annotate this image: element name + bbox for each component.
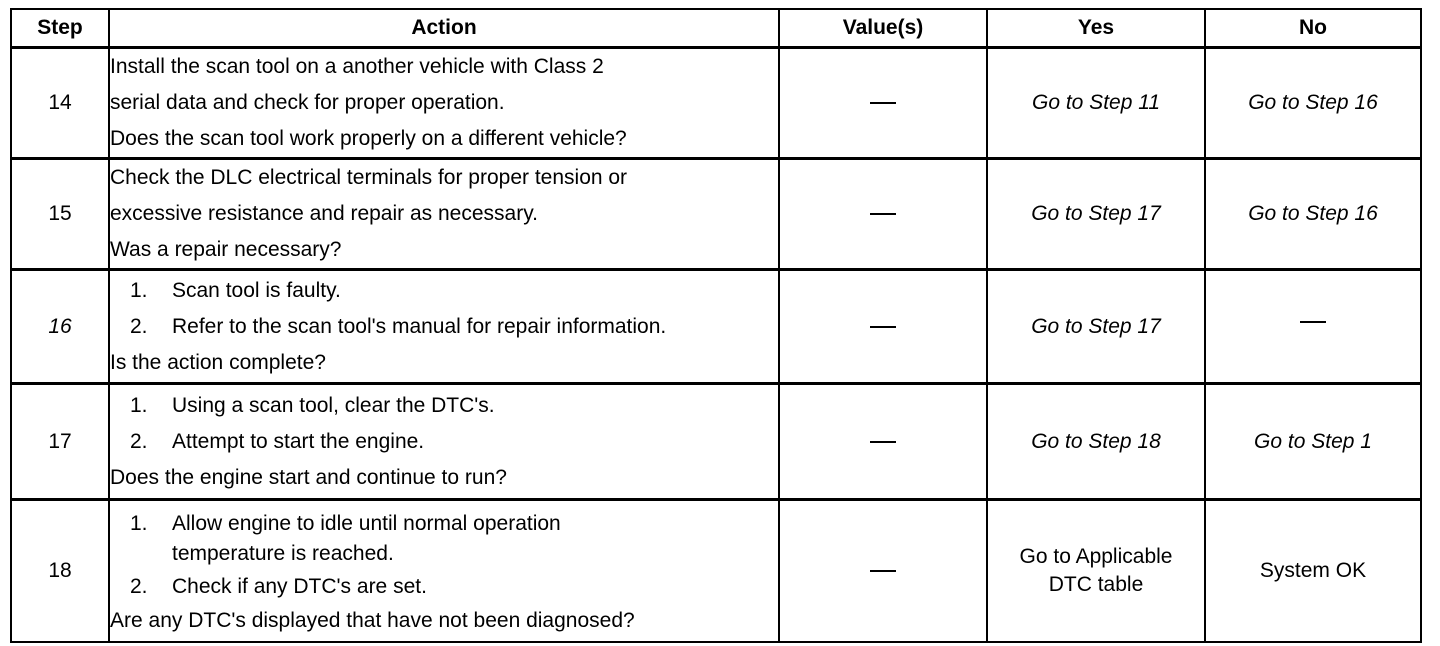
dash-mark — [870, 570, 896, 572]
action-question: Are any DTC's displayed that have not been diagnosed? — [110, 608, 635, 632]
yes-cell — [987, 159, 1205, 270]
table-row — [11, 270, 1421, 384]
action-cell — [109, 48, 779, 159]
value-cell — [779, 270, 987, 384]
yes-link: Go to Step 17 — [1031, 202, 1161, 225]
yes-cell — [987, 384, 1205, 500]
no-cell — [1205, 270, 1421, 384]
table-row — [11, 48, 1421, 159]
yes-link: Go to Step 17 — [1031, 314, 1161, 338]
action-list-item: 1. Allow engine to idle until normal operation temperature is reached. — [130, 511, 561, 565]
yes-cell — [987, 48, 1205, 159]
value-cell — [779, 159, 987, 270]
table-row — [11, 384, 1421, 500]
step-number: 18 — [11, 500, 109, 642]
header-row — [11, 9, 1421, 48]
yes-cell — [987, 500, 1205, 642]
header-values: Value(s) — [779, 9, 987, 48]
header-no: No — [1205, 9, 1421, 48]
action-question: Is the action complete? — [110, 350, 326, 374]
action-question: Does the engine start and continue to run? — [110, 465, 507, 489]
yes-link: Go to Step 11 — [1031, 91, 1161, 114]
diagnostic-table — [10, 8, 1422, 643]
step-number: 17 — [11, 384, 109, 500]
action-cell — [109, 270, 779, 384]
yes-cell — [987, 270, 1205, 384]
action-question: Does the scan tool work properly on a different vehicle? — [110, 127, 627, 150]
no-text: System OK — [1259, 558, 1367, 582]
value-cell — [779, 500, 987, 642]
no-cell — [1205, 500, 1421, 642]
action-list-item: 2. Refer to the scan tool's manual for repair information. — [130, 314, 667, 338]
step-number: 14 — [11, 48, 109, 159]
action-line: excessive resistance and repair as necessary. — [110, 202, 538, 225]
action-line: Install the scan tool on a another vehicle with Class 2 — [110, 55, 604, 78]
table-row — [11, 159, 1421, 270]
step-number: 15 — [11, 159, 109, 270]
no-link: Go to Step 16 — [1248, 91, 1378, 114]
dash-mark — [1300, 321, 1326, 323]
dash-mark — [870, 102, 896, 104]
action-question: Was a repair necessary? — [110, 238, 342, 261]
yes-text: Go to Applicable — [1019, 544, 1173, 568]
no-link: Go to Step 16 — [1248, 202, 1378, 225]
yes-link: Go to Step 18 — [1031, 429, 1161, 453]
action-list-item: 2. Check if any DTC's are set. — [130, 574, 427, 598]
header-yes: Yes — [987, 9, 1205, 48]
table-row — [11, 500, 1421, 642]
value-cell — [779, 384, 987, 500]
no-cell — [1205, 159, 1421, 270]
dash-mark — [870, 213, 896, 215]
value-cell — [779, 48, 987, 159]
action-line: Check the DLC electrical terminals for proper tension or — [110, 166, 628, 189]
header-step: Step — [11, 9, 109, 48]
action-cell — [109, 159, 779, 270]
no-cell — [1205, 48, 1421, 159]
dash-mark — [870, 326, 896, 328]
action-cell — [109, 384, 779, 500]
yes-text: DTC table — [1048, 572, 1144, 596]
action-cell — [109, 500, 779, 642]
action-list-item: 1. Scan tool is faulty. — [130, 278, 341, 302]
action-list-item: 2. Attempt to start the engine. — [130, 429, 425, 453]
dash-mark — [870, 441, 896, 443]
action-list-item: 1. Using a scan tool, clear the DTC's. — [130, 393, 495, 417]
action-line: serial data and check for proper operation. — [110, 91, 505, 114]
header-action: Action — [109, 9, 779, 48]
step-number: 16 — [11, 270, 109, 384]
no-link: Go to Step 1 — [1254, 429, 1372, 453]
no-cell — [1205, 384, 1421, 500]
